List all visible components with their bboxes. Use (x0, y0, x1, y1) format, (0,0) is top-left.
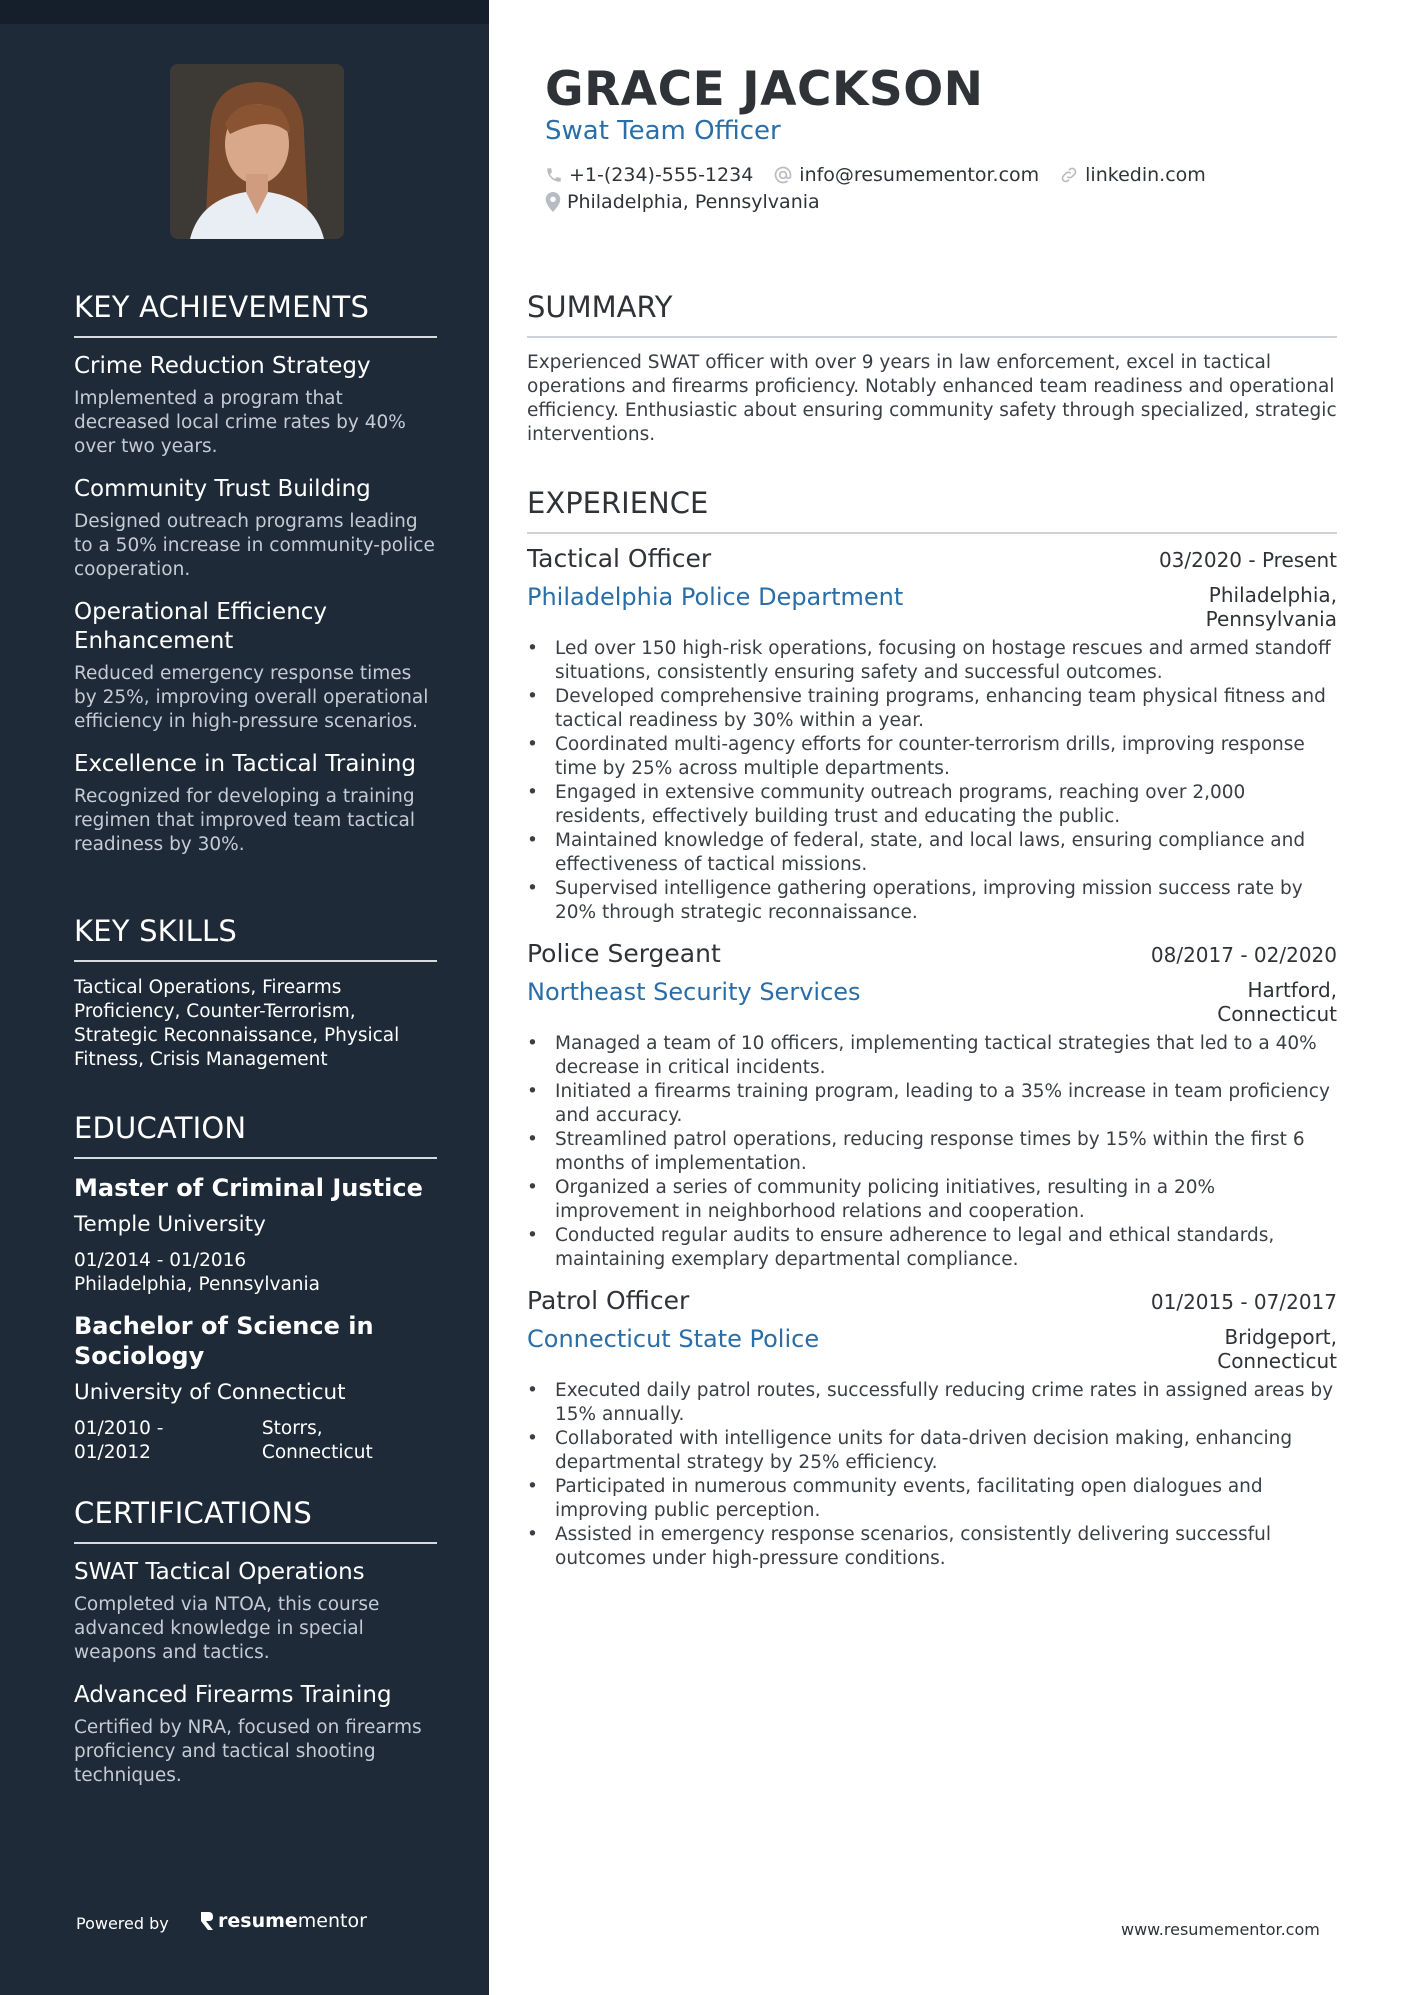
location-text: Philadelphia, Pennsylvania (567, 191, 820, 213)
job-dates: 01/2015 - 07/2017 (1150, 1290, 1337, 1314)
education-location: Philadelphia, Pennsylvania (74, 1274, 321, 1295)
contact-linkedin[interactable] (1059, 164, 1206, 186)
job-subheader (527, 583, 1337, 631)
job-bullet: • Developed comprehensive training programs, enhancing team physical fitness and tactical readiness by 30% within a year. (527, 685, 1337, 733)
powered-by-label: Powered by (76, 1914, 169, 1933)
job-bullet: • Participated in numerous community events, facilitating open dialogues and improving public perception. (527, 1475, 1337, 1523)
achievements-section (74, 290, 437, 857)
job-subheader (527, 978, 1337, 1026)
job-dates: 03/2020 - Present (1158, 548, 1337, 572)
brand-mark-icon (200, 1911, 214, 1931)
at-sign-icon (773, 165, 793, 185)
job-location-line2: Connecticut (1217, 1349, 1337, 1373)
achievement-item (74, 598, 437, 734)
email-text: info@resumementor.com (799, 164, 1040, 186)
skills-section (74, 914, 437, 1072)
job-entry (527, 1286, 1337, 1571)
achievement-desc: Designed outreach programs leading to a 50% increase in community-police cooperation. (74, 511, 435, 580)
summary-text: Experienced SWAT officer with over 9 years in law enforcement, excel in tactical operations and firearms proficiency. Notably enhanced team readiness and operational efficiency. Enthusiastic about ensuring community safety through specialized, strategic interventions. (527, 352, 1337, 445)
job-entry (527, 939, 1337, 1272)
job-company: Northeast Security Services (527, 978, 861, 1006)
education-heading: EDUCATION (74, 1111, 437, 1159)
job-location-line2: Connecticut (1217, 1002, 1337, 1026)
education-section (74, 1111, 437, 1465)
job-title: Patrol Officer (527, 1286, 690, 1315)
skills-heading: KEY SKILLS (74, 914, 437, 962)
job-title: Police Sergeant (527, 939, 721, 968)
brand-logo[interactable] (200, 1910, 367, 1932)
certification-desc: Completed via NTOA, this course advanced knowledge in special weapons and tactics. (74, 1594, 380, 1663)
footer-url[interactable]: www.resumementor.com (1121, 1920, 1320, 1939)
job-bullet: • Assisted in emergency response scenarios, consistently delivering successful outcomes under high-pressure conditions. (527, 1523, 1337, 1571)
education-degree: Bachelor of Science in Sociology (74, 1312, 374, 1370)
job-title: Tactical Officer (527, 544, 712, 573)
summary-heading: SUMMARY (527, 290, 1337, 338)
experience-heading: EXPERIENCE (527, 486, 1337, 534)
achievement-desc: Recognized for developing a training regimen that improved team tactical readiness by 30%. (74, 786, 415, 855)
job-header (527, 544, 1337, 573)
sidebar (0, 0, 489, 1995)
job-entry (527, 544, 1337, 925)
sidebar-top-band (0, 0, 489, 24)
job-bullet: • Led over 150 high-risk operations, focusing on hostage rescues and armed standoff situations, consistently ensuring safety and successful outcomes. (527, 637, 1337, 685)
achievement-title: Crime Reduction Strategy (74, 353, 371, 379)
portrait-illustration (170, 64, 344, 239)
job-bullet: • Initiated a firearms training program, leading to a 35% increase in team proficiency and accuracy. (527, 1080, 1337, 1128)
phone-icon (545, 166, 563, 184)
achievement-item (74, 352, 437, 459)
contact-location (545, 191, 820, 213)
job-location (1206, 583, 1337, 631)
certification-item (74, 1681, 437, 1788)
job-bullet: • Conducted regular audits to ensure adherence to legal and ethical standards, maintaining exemplary departmental compliance. (527, 1224, 1337, 1272)
job-bullet: • Managed a team of 10 officers, implementing tactical strategies that led to a 40% decrease in critical incidents. (527, 1032, 1337, 1080)
job-bullets (527, 637, 1337, 925)
linkedin-text: linkedin.com (1085, 164, 1206, 186)
link-icon (1059, 165, 1079, 185)
job-bullet: • Streamlined patrol operations, reducing response times by 15% within the first 6 months of implementation. (527, 1128, 1337, 1176)
skills-list: Tactical Operations, Firearms Proficiency, Counter-Terrorism, Strategic Reconnaissance, Physical Fitness, Crisis Management (74, 977, 400, 1070)
achievement-item (74, 750, 437, 857)
brand-name-bold: resume (218, 1910, 298, 1932)
job-location (1217, 1325, 1337, 1373)
candidate-role: Swat Team Officer (545, 116, 781, 146)
education-dates: 01/2014 - 01/2016 (74, 1250, 247, 1271)
certification-desc: Certified by NRA, focused on firearms proficiency and tactical shooting techniques. (74, 1717, 422, 1786)
brand-name-light: mentor (297, 1910, 367, 1932)
education-item (74, 1173, 437, 1297)
experience-list (527, 544, 1337, 1571)
certifications-heading: CERTIFICATIONS (74, 1496, 437, 1544)
contact-row (545, 164, 1206, 186)
achievement-desc: Reduced emergency response times by 25%, improving overall operational efficiency in high-pressure scenarios. (74, 663, 429, 732)
achievement-title: Community Trust Building (74, 476, 371, 502)
certification-title: Advanced Firearms Training (74, 1682, 392, 1708)
achievements-heading: KEY ACHIEVEMENTS (74, 290, 437, 338)
education-degree: Master of Criminal Justice (74, 1174, 423, 1202)
job-bullets (527, 1032, 1337, 1272)
education-location: Storrs, Connecticut (261, 1418, 373, 1463)
achievement-title: Operational Efficiency Enhancement (74, 599, 328, 654)
location-pin-icon (545, 192, 561, 212)
job-location-line1: Philadelphia, (1208, 583, 1337, 607)
job-dates: 08/2017 - 02/2020 (1150, 943, 1337, 967)
job-bullets (527, 1379, 1337, 1571)
candidate-name: GRACE JACKSON (545, 62, 984, 117)
education-meta-row (74, 1417, 437, 1465)
job-bullet: • Collaborated with intelligence units for data-driven decision making, enhancing departmental strategy by 25% efficiency. (527, 1427, 1337, 1475)
certification-item (74, 1558, 437, 1665)
achievement-title: Excellence in Tactical Training (74, 751, 417, 777)
job-bullet: • Organized a series of community policing initiatives, resulting in a 20% improvement in neighborhood relations and cooperation. (527, 1176, 1337, 1224)
job-subheader (527, 1325, 1337, 1373)
job-location-line2: Pennsylvania (1205, 607, 1337, 631)
education-dates: 01/2010 - 01/2012 (74, 1418, 164, 1463)
job-bullet: • Maintained knowledge of federal, state, and local laws, ensuring compliance and effectiveness of tactical missions. (527, 829, 1337, 877)
job-bullet: • Coordinated multi-agency efforts for counter-terrorism drills, improving response time by 25% across multiple departments. (527, 733, 1337, 781)
job-bullet: • Executed daily patrol routes, successfully reducing crime rates in assigned areas by 15% annually. (527, 1379, 1337, 1427)
profile-photo (170, 64, 344, 239)
education-school: University of Connecticut (74, 1380, 346, 1405)
certification-title: SWAT Tactical Operations (74, 1559, 365, 1585)
job-bullet: • Engaged in extensive community outreach programs, reaching over 2,000 residents, effectively building trust and educating the public. (527, 781, 1337, 829)
job-company: Philadelphia Police Department (527, 583, 904, 611)
education-school: Temple University (74, 1212, 266, 1237)
contact-email[interactable] (773, 164, 1039, 186)
job-company: Connecticut State Police (527, 1325, 820, 1353)
job-header (527, 939, 1337, 968)
job-location-line1: Bridgeport, (1224, 1325, 1337, 1349)
education-item (74, 1311, 437, 1465)
job-bullet: • Supervised intelligence gathering operations, improving mission success rate by 20% through strategic reconnaissance. (527, 877, 1337, 925)
job-header (527, 1286, 1337, 1315)
job-location (1217, 978, 1337, 1026)
certifications-section (74, 1496, 437, 1788)
achievement-item (74, 475, 437, 582)
achievement-desc: Implemented a program that decreased local crime rates by 40% over two years. (74, 388, 406, 457)
contact-phone[interactable] (545, 164, 753, 186)
phone-text: +1-(234)-555-1234 (569, 164, 754, 186)
job-location-line1: Hartford, (1247, 978, 1337, 1002)
